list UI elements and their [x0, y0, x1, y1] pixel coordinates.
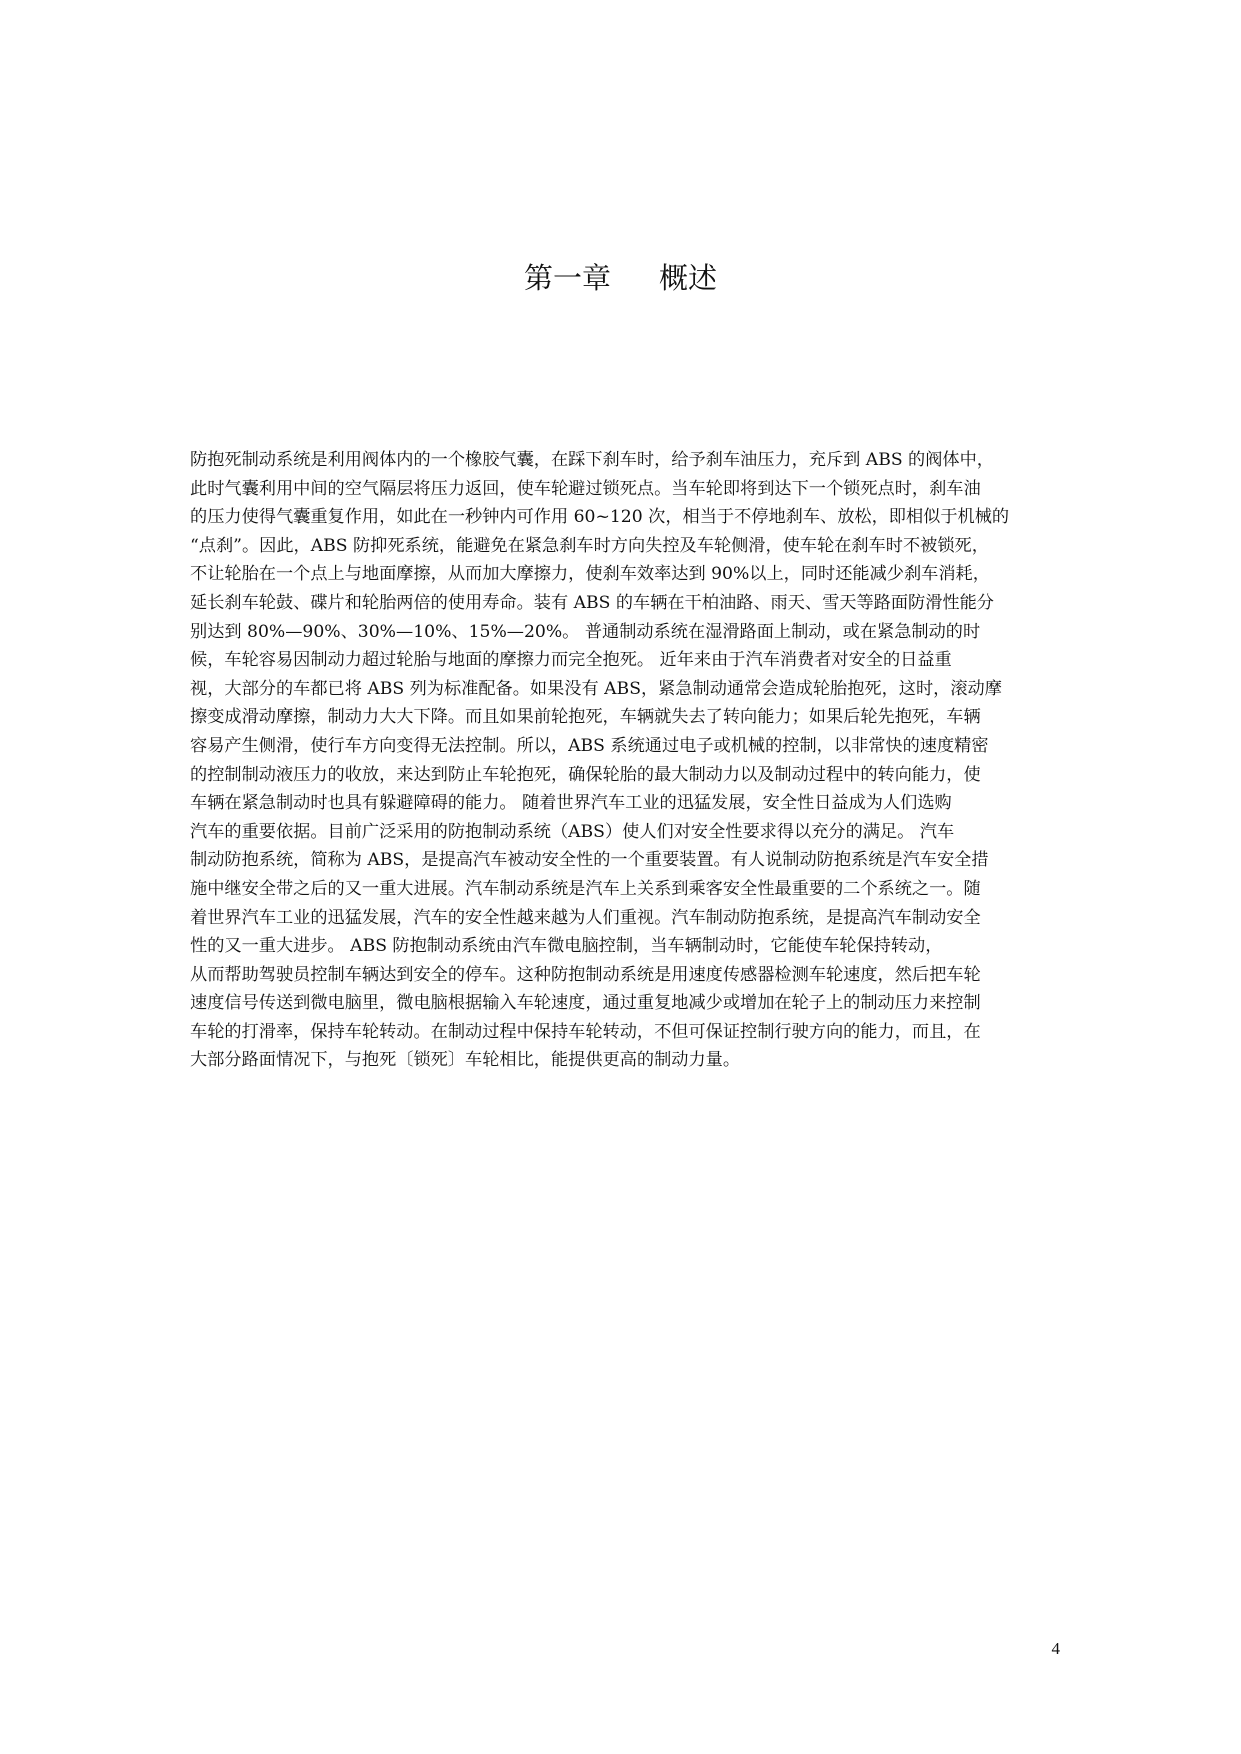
- body-line: “点刹”。因此，ABS 防抑死系统，能避免在紧急刹车时方向失控及车轮侧滑，使车轮在刹车时不被锁死，: [190, 535, 989, 556]
- body-line: 视，大部分的车都已将 ABS 列为标准配备。如果没有 ABS，紧急制动通常会造成轮胎抱死，这时，滚动摩: [190, 678, 1002, 699]
- body-line: 别达到 80%—90%、30%—10%、15%—20%。 普通制动系统在湿滑路面上制动，或在紧急制动的时: [190, 621, 981, 642]
- body-line: 车辆在紧急制动时也具有躲避障碍的能力。 随着世界汽车工业的迅猛发展，安全性日益成为人们选购: [190, 793, 952, 814]
- body-line: 性的又一重大进步。 ABS 防抱制动系统由汽车微电脑控制，当车辆制动时，它能使车轮保持转动，: [190, 936, 943, 957]
- body-line: 候，车轮容易因制动力超过轮胎与地面的摩擦力而完全抱死。 近年来由于汽车消费者对安全的日益重: [190, 650, 952, 671]
- chapter-title: [0, 258, 1241, 298]
- body-line: 速度信号传送到微电脑里，微电脑根据输入车轮速度，通过重复地减少或增加在轮子上的制动压力来控制: [190, 993, 981, 1014]
- body-line: 此时气囊利用中间的空气隔层将压力返回，使车轮避过锁死点。当车轮即将到达下一个锁死点时，刹车油: [190, 478, 981, 499]
- body-line: 从而帮助驾驶员控制车辆达到安全的停车。这种防抱制动系统是用速度传感器检测车轮速度，然后把车轮: [190, 964, 981, 985]
- body-line: 施中继安全带之后的又一重大进展。汽车制动系统是汽车上关系到乘客安全性最重要的二个系统之一。随: [190, 878, 981, 899]
- chapter-number: 第一章: [523, 261, 611, 295]
- body-line: 不让轮胎在一个点上与地面摩擦，从而加大摩擦力，使刹车效率达到 90%以上，同时还能减少刹车消耗，: [190, 564, 990, 585]
- chapter-name: 概述: [659, 261, 718, 295]
- body-line: 延长刹车轮鼓、碟片和轮胎两倍的使用寿命。装有 ABS 的车辆在干柏油路、雨天、雪天等路面防滑性能分: [190, 592, 994, 613]
- body-line: 容易产生侧滑，使行车方向变得无法控制。所以，ABS 系统通过电子或机械的控制，以非常快的速度精密: [190, 735, 989, 756]
- body-line: 擦变成滑动摩擦，制动力大大下降。而且如果前轮抱死，车辆就失去了转向能力；如果后轮先抱死，车辆: [190, 707, 981, 728]
- page-number: 4: [1051, 1639, 1060, 1658]
- body-line: 的压力使得气囊重复作用，如此在一秒钟内可作用 60~120 次，相当于不停地刹车、放松，即相似于机械的: [190, 507, 1010, 528]
- body-line: 防抱死制动系统是利用阀体内的一个橡胶气囊，在踩下刹车时，给予刹车油压力，充斥到 ABS 的阀体中，: [190, 450, 994, 470]
- body-line: 大部分路面情况下，与抱死〔锁死〕车轮相比，能提供更高的制动力量。: [190, 1050, 741, 1071]
- body-paragraph: [190, 446, 1059, 1075]
- body-line: 的控制制动液压力的收放，来达到防止车轮抱死，确保轮胎的最大制动力以及制动过程中的转向能力，使: [190, 764, 981, 785]
- body-line: 车轮的打滑率，保持车轮转动。在制动过程中保持车轮转动，不但可保证控制行驶方向的能力，而且，在: [190, 1021, 981, 1042]
- body-line: 制动防抱系统，简称为 ABS，是提高汽车被动安全性的一个重要装置。有人说制动防抱系统是汽车安全措: [190, 850, 989, 871]
- body-line: 着世界汽车工业的迅猛发展，汽车的安全性越来越为人们重视。汽车制动防抱系统，是提高汽车制动安全: [190, 907, 981, 928]
- body-line: 汽车的重要依据。目前广泛采用的防抱制动系统（ABS）使人们对安全性要求得以充分的满足。 汽车: [190, 821, 955, 842]
